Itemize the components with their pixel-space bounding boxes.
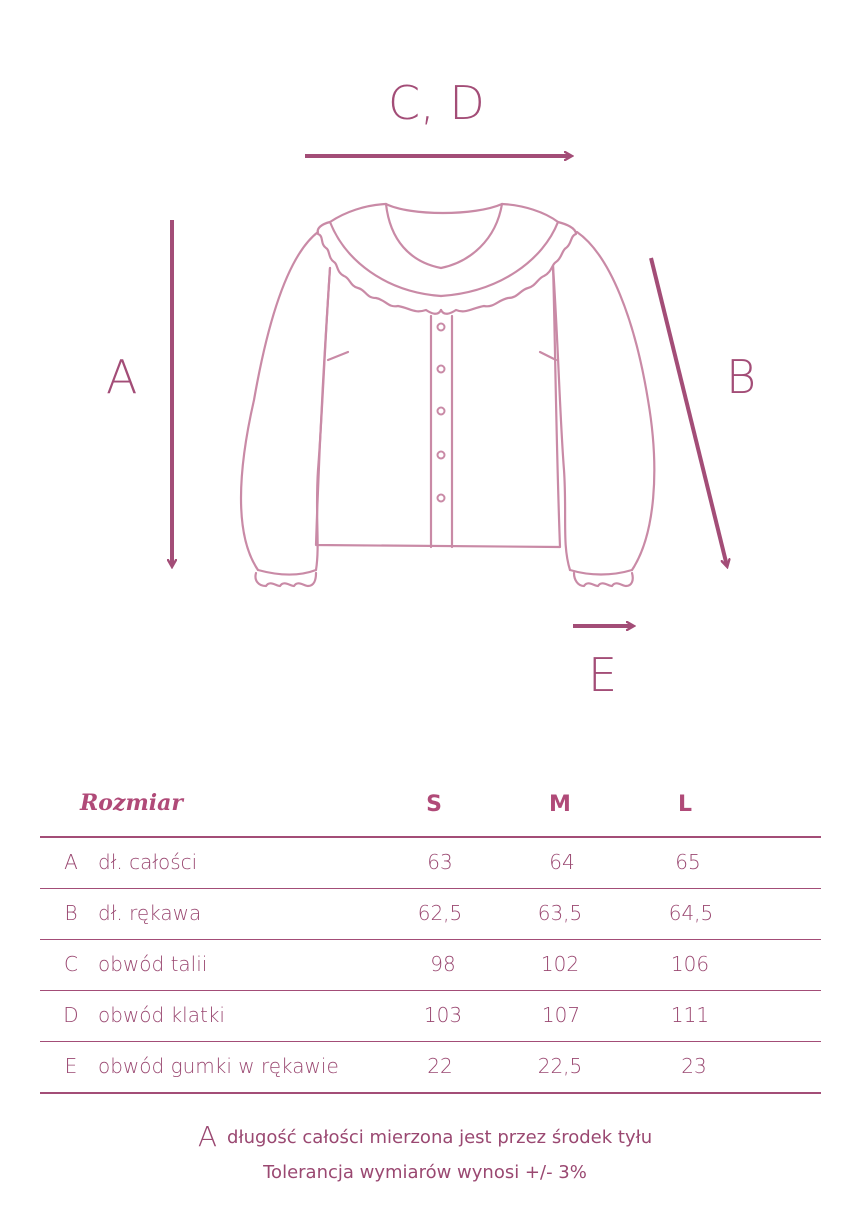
value-s: 103 [423,1003,463,1027]
value-m: 64 [549,850,575,874]
size-l-header: L [677,792,693,817]
size-m-header: M [549,792,571,817]
value-l: 65 [675,850,701,874]
value-s: 98 [430,952,456,976]
row-letter: E [64,1054,78,1078]
value-m: 22,5 [537,1054,583,1078]
label-e: E [588,648,618,702]
value-s: 22 [427,1054,453,1078]
size-table [40,780,821,1094]
size-column-title: Rozmiar [80,790,183,816]
table-row [40,1042,821,1094]
value-s: 62,5 [417,901,463,925]
row-name: obwód klatki [98,1003,225,1027]
value-m: 63,5 [537,901,583,925]
row-letter: D [63,1003,79,1027]
table-row [40,838,821,889]
placket-buttons [438,324,445,502]
value-l: 106 [670,952,710,976]
measure-note [0,1120,850,1153]
value-l: 111 [670,1003,710,1027]
label-a: A [106,350,138,404]
row-name: dł. całości [98,850,198,874]
tolerance-note [0,1162,850,1183]
value-l: 64,5 [668,901,714,925]
table-row [40,991,821,1042]
note-measure-text: długość całości mierzona jest przez środek tyłu [227,1127,653,1148]
arrow-b [651,258,727,566]
shirt-outline [241,204,654,586]
value-s: 63 [427,850,453,874]
table-row [40,889,821,940]
row-name: obwód talii [98,952,208,976]
value-l: 23 [681,1054,707,1078]
note-letter: A [197,1120,218,1153]
table-row [40,940,821,991]
value-m: 107 [541,1003,581,1027]
row-letter: A [64,850,78,874]
label-b: B [726,350,757,404]
row-name: obwód gumki w rękawie [98,1054,339,1078]
table-header [40,780,821,836]
row-name: dł. rękawa [98,901,202,925]
row-letter: B [64,901,78,925]
row-letter: C [64,952,78,976]
value-m: 102 [540,952,580,976]
note-tolerance-text: Tolerancja wymiarów wynosi +/- 3% [263,1162,587,1183]
size-s-header: S [426,792,442,817]
label-cd: C, D [388,76,485,130]
